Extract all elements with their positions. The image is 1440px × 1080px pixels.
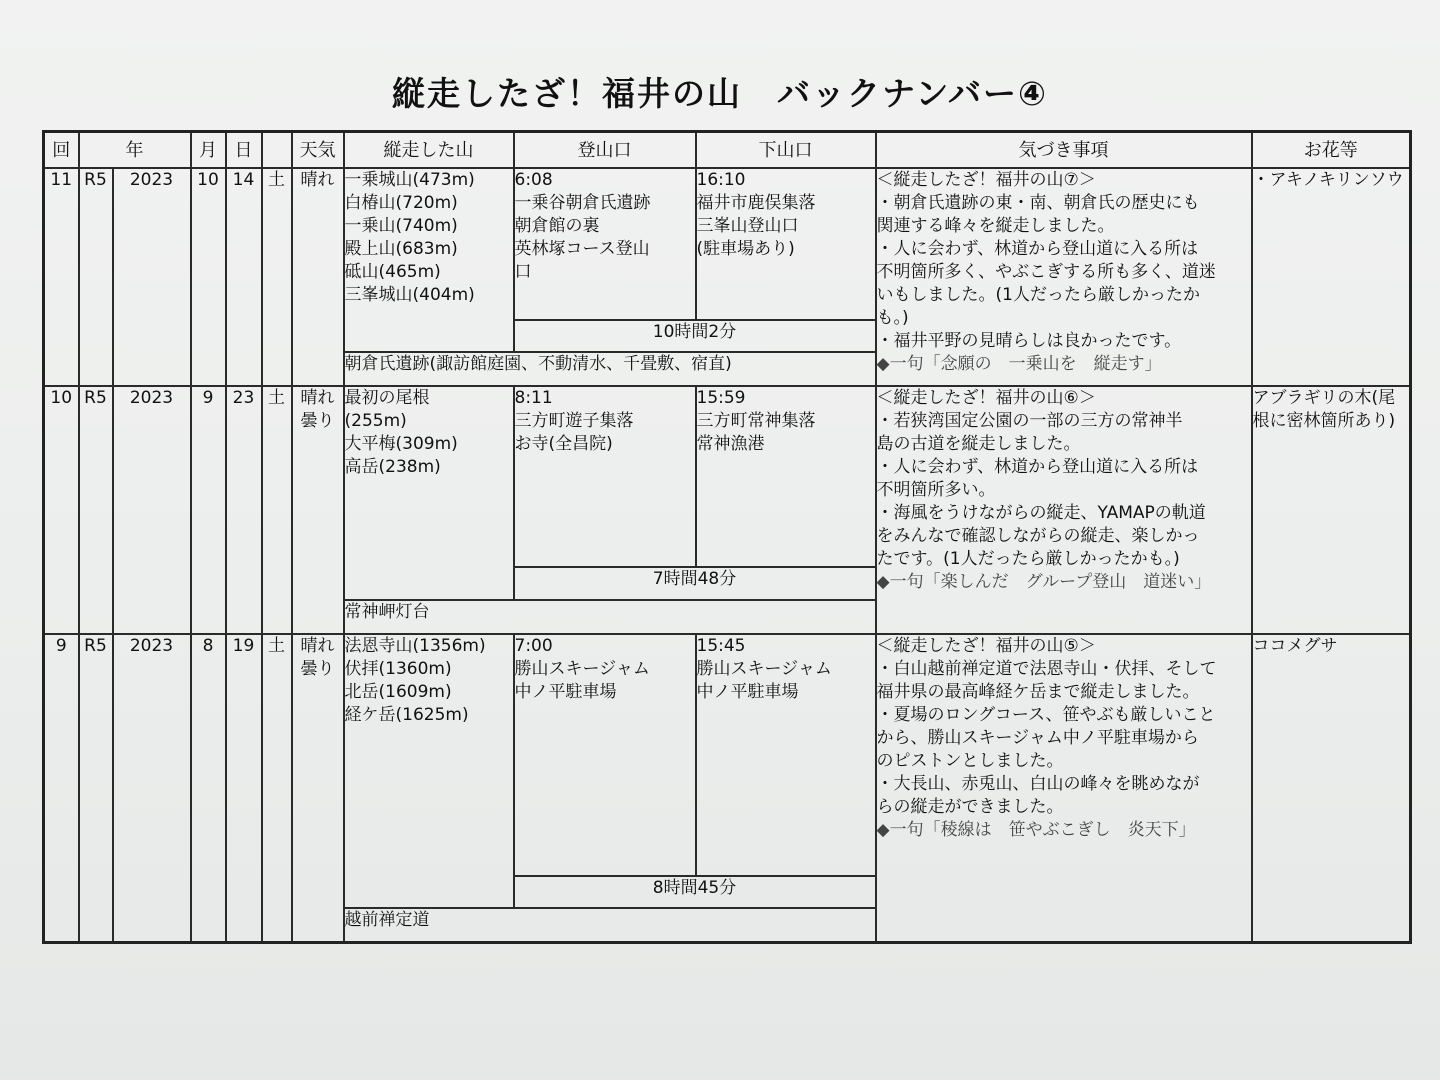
- cell-no: 9: [44, 634, 79, 943]
- end-place: 常神漁港: [696, 434, 765, 454]
- cell-dow: 土: [262, 634, 292, 943]
- cell-era: R5: [79, 634, 113, 943]
- note-line: ・白山越前禅定道で法恩寺山・伏拝、そして: [876, 659, 1217, 679]
- end-time: 16:10: [696, 170, 746, 190]
- cell-notes: [876, 168, 1252, 386]
- note-line: ・大長山、赤兎山、白山の峰々を眺めなが: [876, 774, 1200, 794]
- mountain-name: 大平梅(309m): [344, 434, 458, 454]
- cell-era: R5: [79, 386, 113, 634]
- cell-start: [514, 168, 696, 320]
- cell-month: 9: [191, 386, 226, 634]
- note-line: ・人に会わず、林道から登山道に入る所は: [876, 239, 1199, 259]
- haiku-line: ◆一句「稜線は 笹やぶこぎし 炎天下」: [876, 820, 1196, 840]
- cell-year: 2023: [113, 634, 191, 943]
- cell-end: [696, 168, 876, 320]
- page-title: 縦走したざ！福井の山 バックナンバー④: [392, 74, 1048, 113]
- flower-text: ・アキノキリンソウ: [1252, 170, 1404, 190]
- note-line: 島の古道を縦走しました。: [876, 434, 1081, 454]
- mountain-name: 経ケ岳(1625m): [344, 705, 469, 725]
- note-line: ＜縦走したざ！福井の山⑤＞: [876, 636, 1096, 656]
- start-place: 一乗谷朝倉氏遺跡: [514, 193, 651, 213]
- note-line: ・福井平野の見晴らしは良かったです。: [876, 331, 1182, 351]
- header-notes: 気づき事項: [876, 132, 1252, 169]
- cell-spot: 常神岬灯台: [344, 600, 876, 634]
- end-place: (駐車場あり): [696, 239, 795, 259]
- cell-era: R5: [79, 168, 113, 386]
- start-place: 口: [514, 262, 532, 282]
- note-line: 福井県の最高峰経ケ岳まで縦走しました。: [876, 682, 1200, 702]
- haiku-line: ◆一句「念願の 一乗山を 縦走す」: [876, 354, 1162, 374]
- start-time: 6:08: [514, 170, 553, 190]
- end-place: 勝山スキージャム: [696, 659, 832, 679]
- mountain-name: 北岳(1609m): [344, 682, 452, 702]
- note-line: も。): [876, 308, 909, 328]
- start-place: 三方町遊子集落: [514, 411, 634, 431]
- cell-duration: 10時間2分: [514, 320, 876, 352]
- mountain-name: 白椿山(720m): [344, 193, 458, 213]
- note-line: いもしました。(1人だったら厳しかったか: [876, 285, 1200, 305]
- mountain-name: 法恩寺山(1356m): [344, 636, 486, 656]
- cell-mountains: [344, 168, 514, 352]
- note-line: ＜縦走したざ！福井の山⑥＞: [876, 388, 1096, 408]
- note-line: をみんなで確認しながらの縦走、楽しかっ: [876, 526, 1200, 546]
- cell-day: 14: [226, 168, 262, 386]
- start-place: 英林塚コース登山: [514, 239, 650, 259]
- start-place: 朝倉館の裏: [514, 216, 600, 236]
- end-time: 15:45: [696, 636, 746, 656]
- header-row: [44, 132, 1411, 169]
- cell-start: [514, 386, 696, 567]
- cell-weather: [292, 168, 344, 386]
- note-line: ・海風をうけながらの縦走、YAMAPの軌道: [876, 503, 1206, 523]
- header-mountains: 縦走した山: [344, 132, 514, 169]
- cell-weather: [292, 634, 344, 943]
- cell-weather: [292, 386, 344, 634]
- cell-flowers: [1252, 634, 1411, 943]
- cell-start: [514, 634, 696, 876]
- mountain-name: 一乗山(740m): [344, 216, 458, 236]
- header-no: 回: [44, 132, 79, 169]
- start-place: お寺(全昌院): [514, 434, 613, 454]
- cell-end: [696, 386, 876, 567]
- flower-text: ココメグサ: [1252, 636, 1338, 656]
- cell-end: [696, 634, 876, 876]
- mountain-name: 一乗城山(473m): [344, 170, 475, 190]
- header-year: 年: [79, 132, 191, 169]
- weather-text: 晴れ: [300, 636, 335, 656]
- table-row: [44, 634, 1411, 876]
- cell-month: 8: [191, 634, 226, 943]
- cell-mountains: [344, 386, 514, 600]
- cell-duration: 8時間45分: [514, 876, 876, 908]
- end-place: 福井市鹿俣集落: [696, 193, 816, 213]
- start-time: 7:00: [514, 636, 553, 656]
- note-line: 関連する峰々を縦走しました。: [876, 216, 1115, 236]
- header-flowers: お花等: [1252, 132, 1411, 169]
- cell-spot: 越前禅定道: [344, 908, 876, 943]
- header-end: 下山口: [696, 132, 876, 169]
- end-place: 三峯山登山口: [696, 216, 799, 236]
- mountain-name: 高岳(238m): [344, 457, 441, 477]
- header-weather: 天気: [292, 132, 344, 169]
- cell-year: 2023: [113, 386, 191, 634]
- cell-month: 10: [191, 168, 226, 386]
- cell-day: 23: [226, 386, 262, 634]
- end-place: 中ノ平駐車場: [696, 682, 799, 702]
- mountain-name: (255m): [344, 411, 407, 431]
- weather-text: 曇り: [300, 411, 335, 431]
- header-month: 月: [191, 132, 226, 169]
- cell-duration: 7時間48分: [514, 567, 876, 599]
- note-line: 不明箇所多く、やぶこぎする所も多く、道迷: [876, 262, 1216, 282]
- cell-notes: [876, 386, 1252, 634]
- cell-no: 10: [44, 386, 79, 634]
- mountain-name: 最初の尾根: [344, 388, 430, 408]
- flower-text: アブラギリの木(尾根に密林箇所あり): [1252, 388, 1396, 431]
- cell-dow: 土: [262, 168, 292, 386]
- weather-text: 晴れ: [300, 388, 335, 408]
- note-line: ＜縦走したざ！福井の山⑦＞: [876, 170, 1096, 190]
- start-time: 8:11: [514, 388, 553, 408]
- start-place: 中ノ平駐車場: [514, 682, 617, 702]
- note-line: 不明箇所多い。: [876, 480, 996, 500]
- cell-mountains: [344, 634, 514, 908]
- cell-flowers: [1252, 168, 1411, 386]
- weather-text: 晴れ: [300, 170, 335, 190]
- end-place: 三方町常神集落: [696, 411, 816, 431]
- cell-dow: 土: [262, 386, 292, 634]
- note-line: たです。(1人だったら厳しかったかも。): [876, 549, 1180, 569]
- note-line: のピストンとしました。: [876, 751, 1064, 771]
- cell-day: 19: [226, 634, 262, 943]
- note-line: から、勝山スキージャム中ノ平駐車場から: [876, 728, 1199, 748]
- note-line: ・若狭湾国定公園の一部の三方の常神半: [876, 411, 1183, 431]
- cell-spot: 朝倉氏遺跡(諏訪館庭園、不動清水、千畳敷、宿直): [344, 352, 876, 386]
- mountain-name: 砥山(465m): [344, 262, 441, 282]
- header-dow: [262, 132, 292, 169]
- mountain-name: 殿上山(683m): [344, 239, 458, 259]
- cell-flowers: [1252, 386, 1411, 634]
- start-place: 勝山スキージャム: [514, 659, 650, 679]
- haiku-line: ◆一句「楽しんだ グループ登山 道迷い」: [876, 572, 1212, 592]
- header-start: 登山口: [514, 132, 696, 169]
- mountain-name: 三峯城山(404m): [344, 285, 475, 305]
- table-row: [44, 386, 1411, 567]
- hiking-log-table: [42, 130, 1412, 944]
- table-row: [44, 168, 1411, 320]
- note-line: ・朝倉氏遺跡の東・南、朝倉氏の歴史にも: [876, 193, 1200, 213]
- mountain-name: 伏拝(1360m): [344, 659, 452, 679]
- end-time: 15:59: [696, 388, 746, 408]
- note-line: らの縦走ができました。: [876, 797, 1064, 817]
- cell-notes: [876, 634, 1252, 943]
- weather-text: 曇り: [300, 659, 335, 679]
- cell-year: 2023: [113, 168, 191, 386]
- cell-no: 11: [44, 168, 79, 386]
- note-line: ・夏場のロングコース、笹やぶも厳しいこと: [876, 705, 1216, 725]
- header-day: 日: [226, 132, 262, 169]
- note-line: ・人に会わず、林道から登山道に入る所は: [876, 457, 1199, 477]
